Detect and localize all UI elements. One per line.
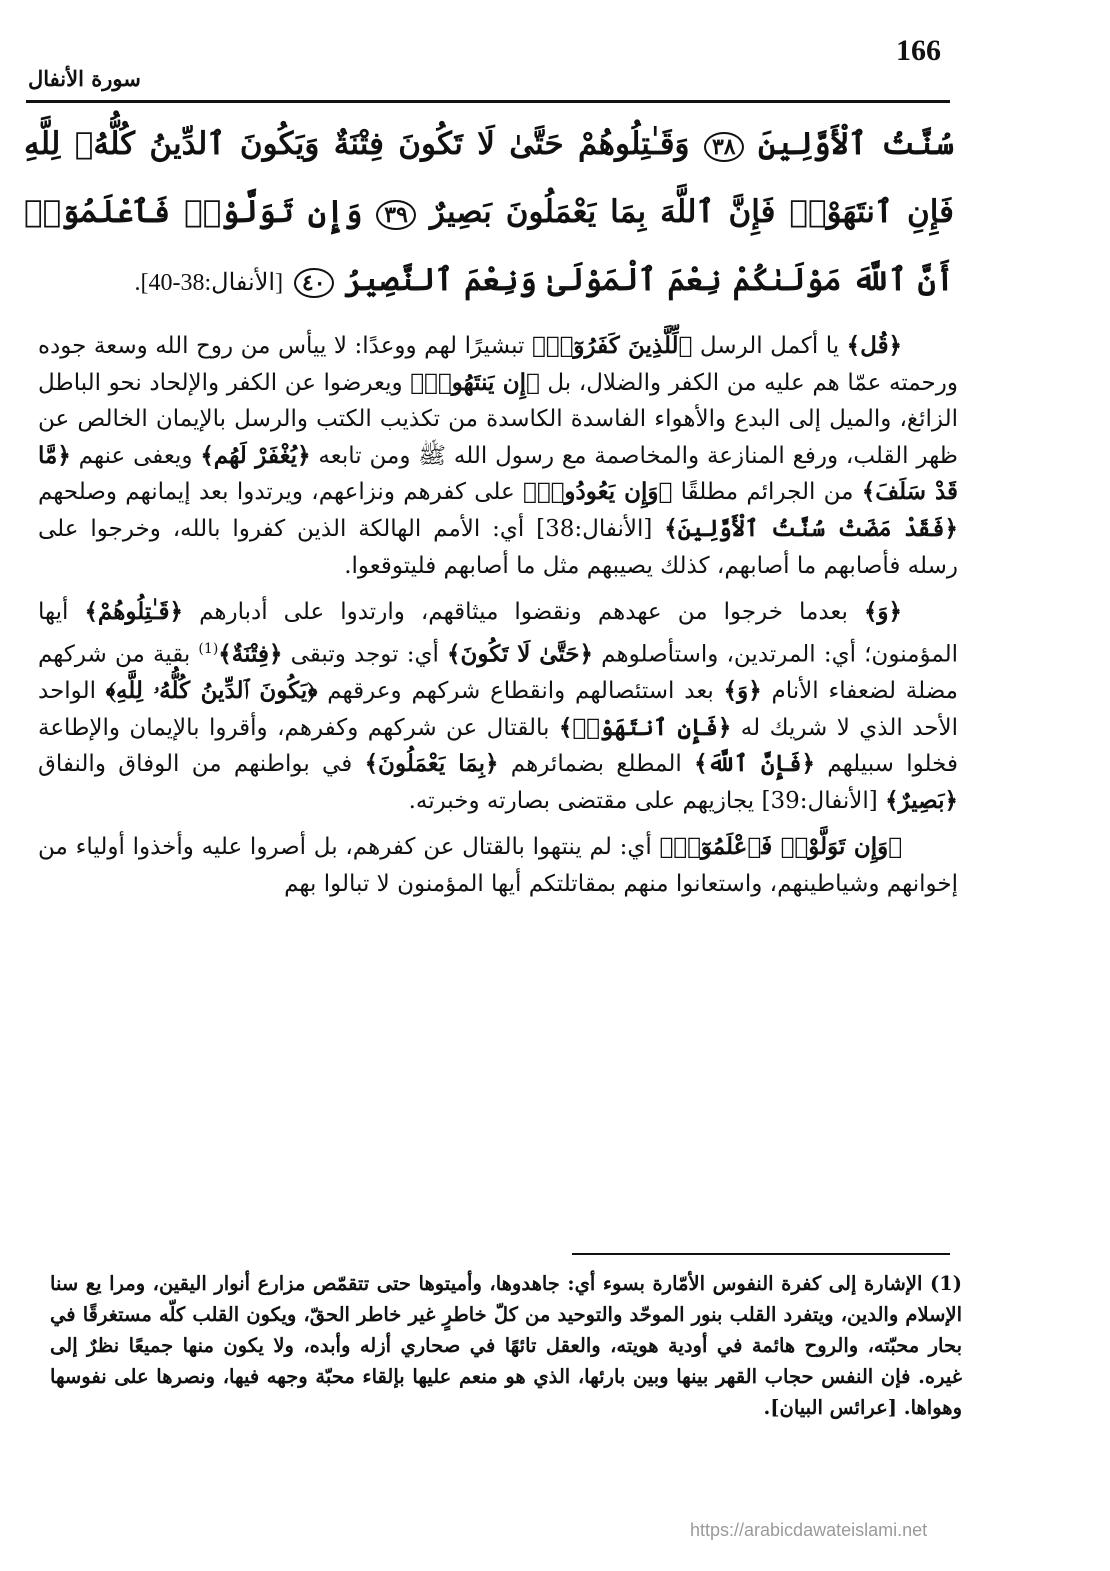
commentary-paragraph-1: [38, 328, 958, 584]
quran-quote: ﴿قُل﴾: [846, 332, 903, 359]
footnote: (1) الإشارة إلى كفرة النفوس الأمّارة بسوء أي: جاهدوها، وأميتوها حتى تتقمّص مزارع أنوار اليقين، ومرا يع سنا الإسلام والدين، ويتفرد القلب بنور الموحّد والتوحيد من كلّ خاطرٍ غير خاطر الحقّ، ويكون القلب كلّه مستغرقًا في بحار محبّته، والروح هائمة في أودية هويته، والعقل تائهًا في صحاري أزله وأبده، ولا يكون منها جميعًا نظرٌ إلى غيره. فإن النفس حجاب القهر بينها وبين بارئها، الذي هو منعم عليها بإلقاء محبّة وجهه فيها، ونصرها على نفوسها وهواها. [عرائس البيان].: [50, 1272, 962, 1419]
commentary-text: [الأنفال:38] أي: الأمم الهالكة الذين كفروا بالله، وخرجوا على رسله فأصابهم ما أصابهم، كذلك يصيبهم مثل ما أصابهم فليتوقعوا.: [38, 515, 958, 579]
commentary-text: بقية من شركهم مضلة لضعفاء الأنام: [38, 641, 958, 704]
quran-quote: ﴿مَّا قَدْ سَلَفَ﴾: [38, 441, 959, 506]
commentary-text: في بواطنهم من الوفاق والنفاق: [38, 751, 353, 778]
quran-quote: ﴿فَقَدْ مَضَتْ سُنَّتُ ٱلْأَوَّلِينَ﴾: [664, 514, 959, 542]
quran-quote: ﴿وَإِن تَوَلَّوْا۟ فَٱعْلَمُوٓا۟﴾: [659, 833, 903, 861]
verse-number-39: ٣٩: [376, 200, 416, 230]
verse-text: سُنَّتُ ٱلْأَوَّلِينَ: [757, 126, 955, 162]
quran-quote: ﴿إِن يَنتَهُوا۟﴾: [410, 368, 540, 396]
quran-quote: ﴿فَإِنَّ ٱللَّهَ﴾: [694, 750, 815, 778]
commentary: [38, 328, 958, 913]
quran-quote: ﴿بِمَا يَعْمَلُونَ﴾: [364, 750, 499, 778]
quran-verses: [24, 112, 954, 316]
commentary-text: بعد استئصالهم وانقطاع شركهم وعرقهم: [327, 678, 714, 704]
quran-quote: ﴿حَتَّىٰ لَا تَكُونَ﴾: [447, 640, 593, 668]
quran-quote: ﴿لِّلَّذِينَ كَفَرُوٓا۟﴾: [531, 332, 693, 359]
commentary-text: [الأنفال:39] يجازيهم على مقتضى بصارته وخبرته.: [408, 787, 878, 814]
verse-text: وَقَـٰتِلُوهُمْ حَتَّىٰ لَا تَكُونَ فِتْنَةٌ وَيَكُونَ ٱلدِّينُ كُلُّهُۥ لِلَّهِ: [24, 126, 690, 162]
commentary-text: أي: توجد وتبقى: [290, 641, 439, 668]
commentary-text: بالقتال عن شركهم وكفرهم، وأقروا بالإيمان والإطاعة فخلوا سبيلهم: [38, 714, 959, 778]
commentary-text: يا أكمل الرسل: [699, 333, 840, 359]
quran-quote: ﴿وَ﴾: [863, 598, 903, 626]
quran-quote: ﴿فِتْنَةٌ﴾: [218, 640, 283, 668]
commentary-text: من الجرائم مطلقًا: [680, 479, 854, 506]
footnote-rule: [572, 1253, 950, 1255]
quran-quote: ﴿وَإِن يَعُودُوا۟﴾: [523, 478, 673, 506]
commentary-text: بعدما خرجوا من عهدهم ونقضوا ميثاقهم، وارتدوا على أدبارهم: [199, 599, 848, 626]
header-rule: [26, 100, 950, 103]
commentary-text: ويعفى عنهم: [78, 442, 193, 469]
commentary-text: على كفرهم ونزاعهم، ويرتدوا بعد إيمانهم وصلحهم: [38, 479, 515, 506]
verse-text: وَإِن تَوَلَّوْا۟ فَٱعْلَمُوٓا۟ أَنَّ ٱللَّهَ مَوْلَىٰكُمْ: [24, 194, 954, 298]
quran-quote: ﴿بَصِيرٌ﴾: [885, 786, 958, 814]
quran-quote: ﴿يَكُونَ ٱلدِّينُ كُلُّهُۥ لِلَّهِ﴾: [105, 677, 318, 704]
verse-text: نِعْمَ ٱلْمَوْلَىٰ وَنِعْمَ ٱلنَّصِيرُ: [344, 262, 722, 298]
commentary-paragraph-2: [38, 594, 958, 819]
commentary-text: المطلع بضمائرهم: [510, 751, 682, 778]
watermark-url: https://arabicdawateislami.net: [690, 1520, 928, 1540]
page-number: 166: [896, 34, 941, 67]
commentary-text: تبشيرًا لهم ووعدًا: لا ييأس من روح الله وسعة جوده ورحمته عمّا هم عليه من الكفر والضلال، بل: [38, 333, 958, 396]
surah-name: سورة الأنفال: [28, 66, 141, 91]
commentary-text: أي: لم ينتهوا بالقتال عن كفرهم، بل أصروا عليه وأخذوا أولياء من إخوانهم وشياطينهم، واستعانوا منهم بمقاتلتكم أيها المؤمنون لا تبالوا بهم: [38, 834, 958, 897]
quran-quote: ﴿يُغْفَرْ لَهُم﴾: [200, 441, 311, 469]
verse-text: فَإِنِ ٱنتَهَوْا۟ فَإِنَّ ٱللَّهَ بِمَا يَعْمَلُونَ بَصِيرٌ: [429, 194, 955, 230]
quran-quote: ﴿فَإِنِ ٱنتَهَوْا۟﴾: [558, 713, 732, 741]
commentary-text: أيها المؤمنون؛ أي: المرتدين، واستأصلوهم: [38, 599, 959, 668]
verse-reference: [الأنفال:38-40].: [134, 270, 284, 296]
footnote-marker: (1): [198, 640, 219, 657]
quran-quote: ﴿وَ﴾: [723, 677, 762, 704]
commentary-paragraph-3: [38, 829, 958, 902]
commentary-text: الواحد الأحد الذي لا شريك له: [38, 678, 959, 741]
verse-number-40: ٤٠: [294, 268, 334, 298]
quran-quote: ﴿قَـٰتِلُوهُمْ﴾: [84, 598, 184, 626]
commentary-text: ويعرضوا عن الكفر والإلحاد نحو الباطل الزائغ، والميل إلى البدع والأهواء الفاسدة الكاسدة من تكذيب الكتب والرسل بالإيمان الخالص عن ظهر القلب، ورفع المنازعة والمخاصمة مع رسول الله ﷺ ومن تابعه: [38, 369, 958, 469]
verse-number-38: ٣٨: [704, 132, 744, 162]
